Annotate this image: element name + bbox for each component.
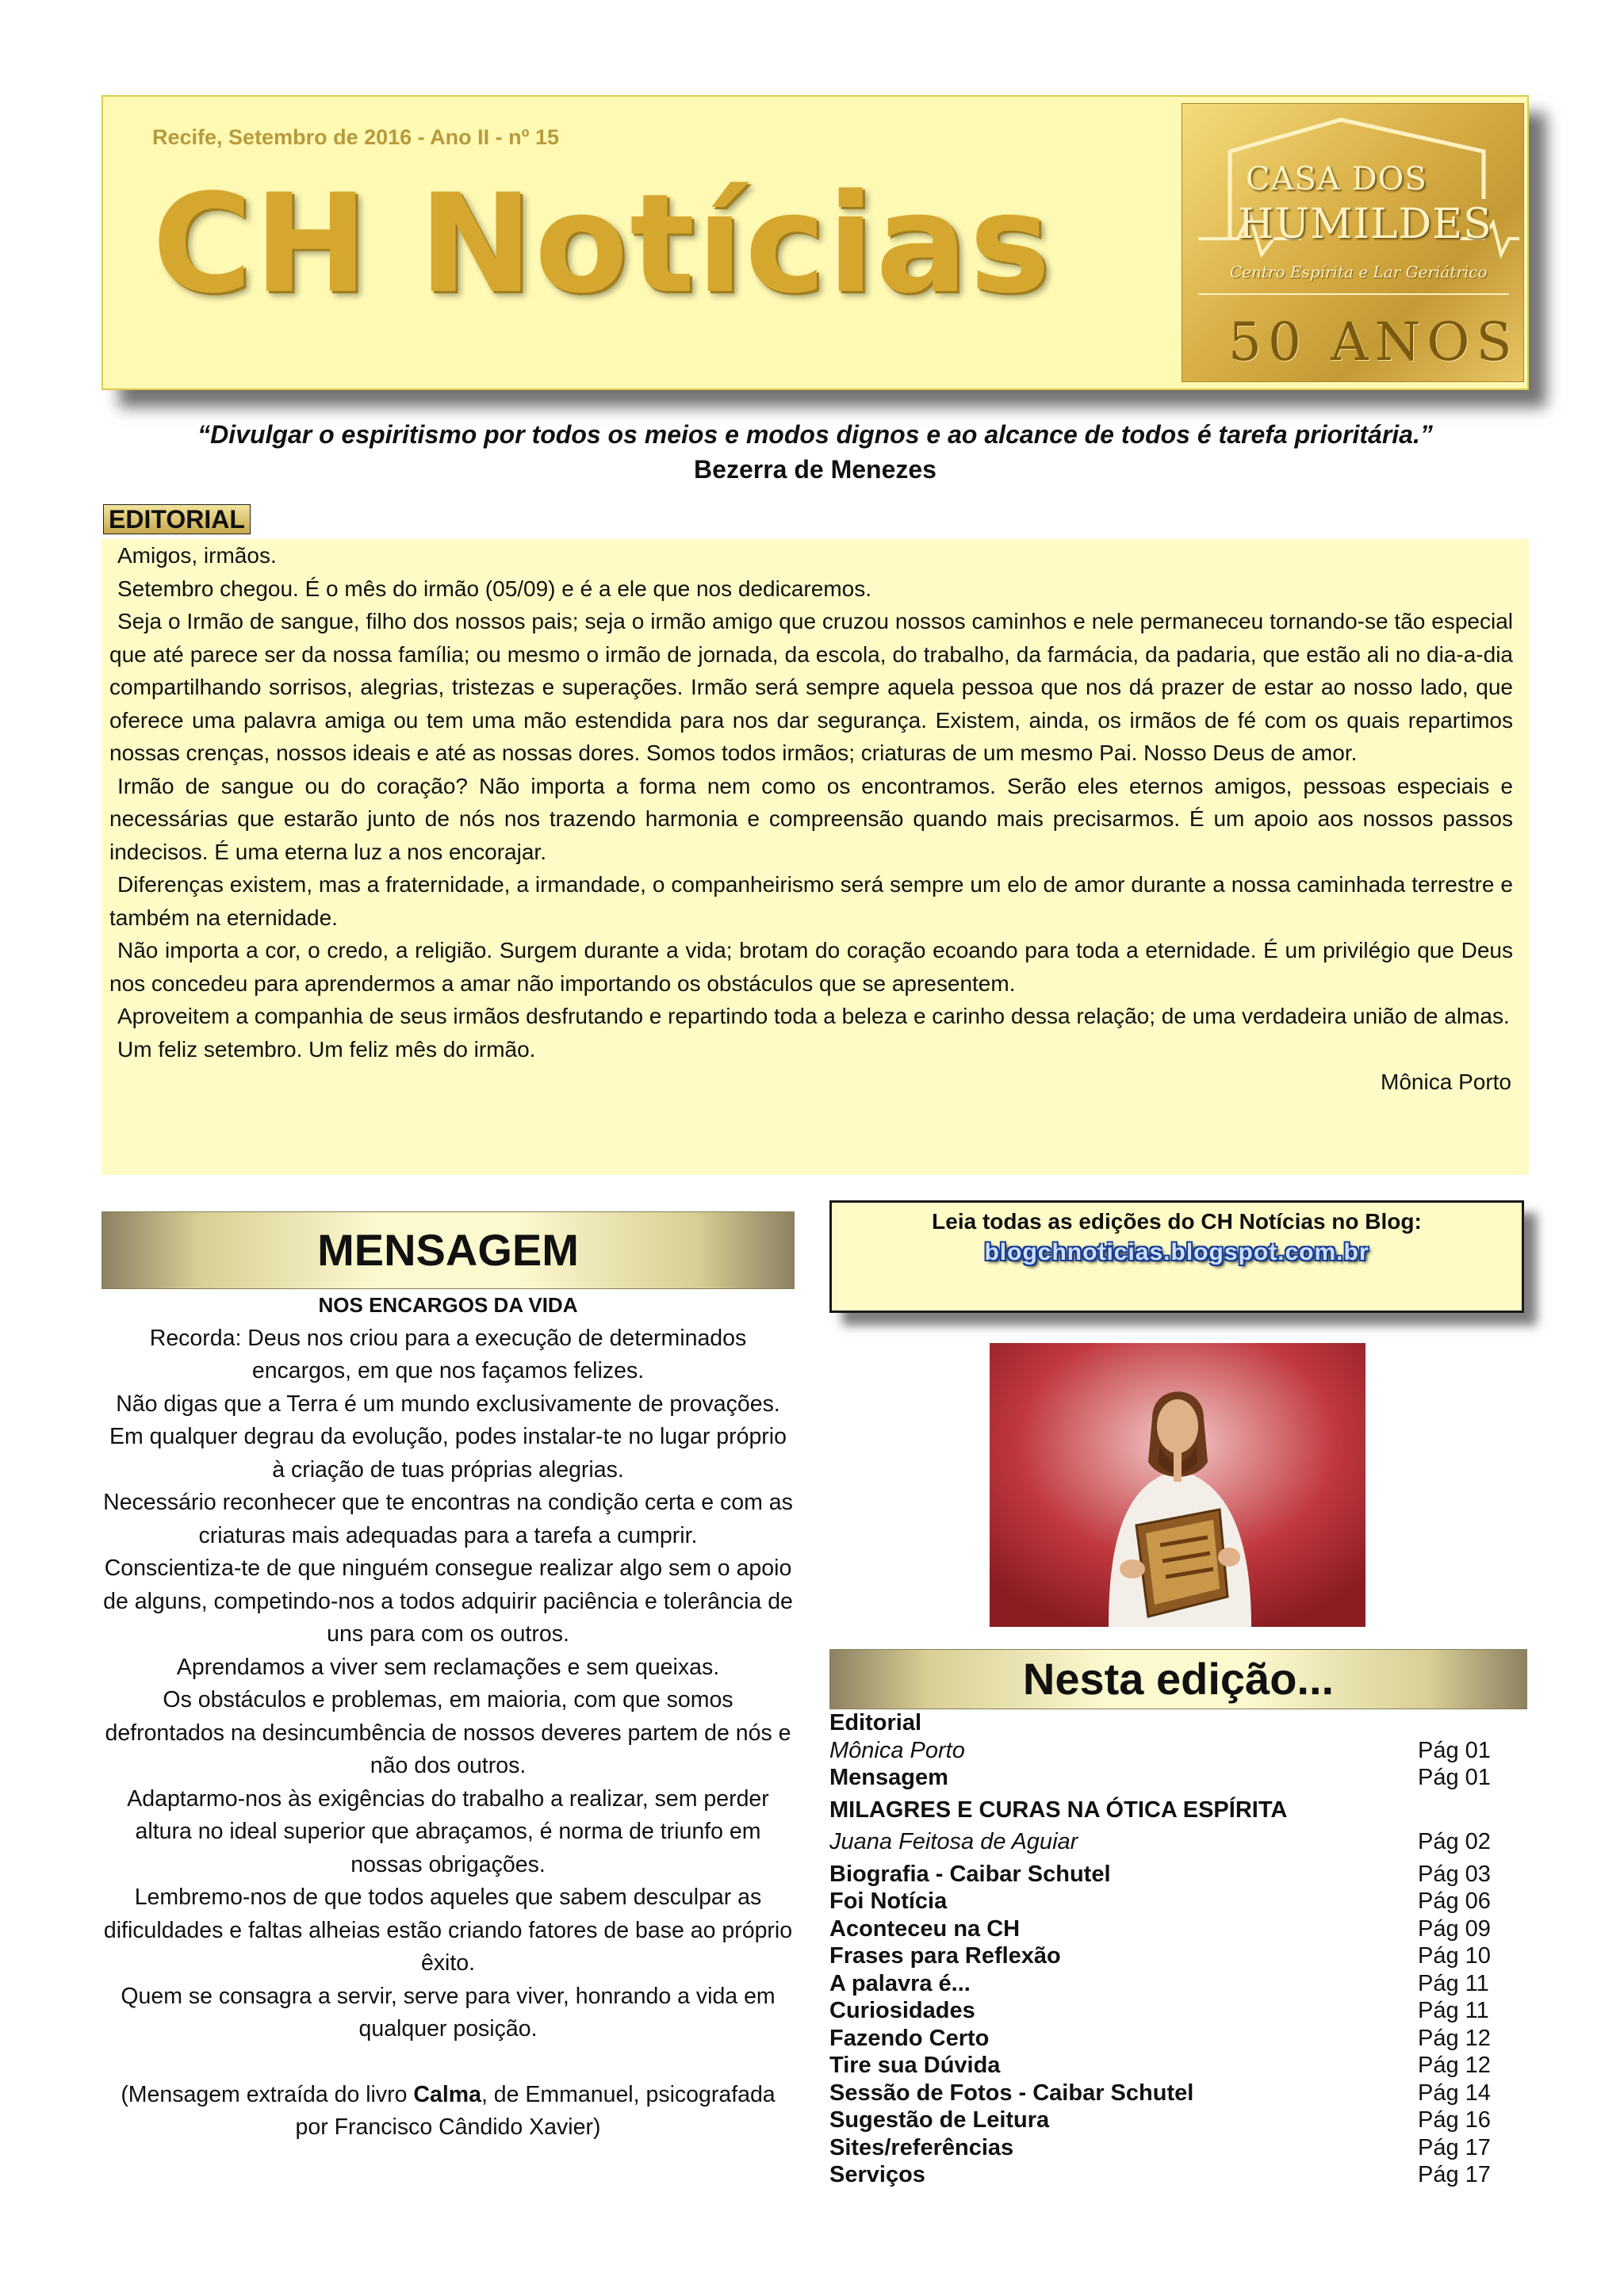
logo-text-humildes: HUMILDES (1238, 201, 1492, 248)
logo-text-50-anos: 50 ANOS (1228, 312, 1519, 373)
toc-entry-title: Sugestão de Leitura (829, 2107, 1050, 2133)
toc-entry-title: Mônica Porto (829, 1737, 965, 1763)
toc-row (829, 2080, 1492, 2107)
toc-entry-title: Aconteceu na CH (829, 1915, 1021, 1942)
toc-row (829, 1970, 1492, 1998)
toc-entry-page: Pág 12 (1418, 2025, 1491, 2051)
editorial-paragraph: Setembro chegou. É o mês do irmão (05/09) e é a ele que nos dedicaremos. (117, 576, 871, 601)
blog-link[interactable]: blogchnoticias.blogspot.com.br (984, 1239, 1369, 1265)
toc-entry-title: Sites/referências (829, 2134, 1014, 2160)
toc-entry-title: MILAGRES E CURAS NA ÓTICA ESPÍRITA (829, 1797, 1288, 1823)
mensagem-heading: MENSAGEM (102, 1211, 795, 1289)
mensagem-paragraph: Aprendamos a viver sem reclamações e sem queixas. (176, 1654, 720, 1680)
toc-entry-page: Pág 03 (1418, 1861, 1491, 1887)
toc-entry-page: Pág 01 (1418, 1765, 1491, 1790)
toc-row (829, 1764, 1492, 1792)
newspaper-title: CH Notícias (152, 164, 1052, 323)
toc-entry-title: Editorial (829, 1710, 922, 1735)
jesus-reading-illustration (990, 1343, 1365, 1627)
mensagem-paragraph: Necessário reconhecer que te encontras na condição certa e com as criaturas mais adequadas para a tarefa a cumprir. (103, 1490, 793, 1548)
logo-text-subtitle: Centro Espírita e Lar Geriátrico (1230, 262, 1488, 281)
toc-entry-title: A palavra é... (829, 1970, 971, 1996)
epigraph (102, 417, 1529, 487)
blog-callout-text: Leia todas as edições do CH Notícias no Blog: (932, 1209, 1422, 1234)
editorial-label: EDITORIAL (103, 504, 251, 534)
toc-entry-title: Juana Feitosa de Aguiar (829, 1829, 1078, 1854)
editorial-signature: Mônica Porto (1381, 1070, 1511, 1094)
toc-entry-page: Pág 10 (1418, 1943, 1491, 1969)
mensagem-paragraph: Quem se consagra a servir, serve para viver, honrando a vida em qualquer posição. (121, 1983, 776, 2042)
toc-entry-title: Serviços (829, 2162, 925, 2187)
casa-dos-humildes-logo (1182, 103, 1524, 382)
toc-row (829, 2052, 1492, 2080)
toc-row (829, 1737, 1492, 1765)
editorial-paragraph: Amigos, irmãos. (117, 543, 277, 568)
toc-row (829, 1888, 1492, 1915)
toc-entry-title: Curiosidades (829, 1998, 975, 2023)
toc-row (829, 2161, 1492, 2189)
mensagem-paragraph: Os obstáculos e problemas, em maioria, com que somos defrontados na desincumbência de nossos deveres partem de nós e não dos outros. (105, 1687, 791, 1778)
toc-entry-page: Pág 01 (1418, 1737, 1491, 1763)
toc-row (829, 1942, 1492, 1970)
editorial-paragraph: Diferenças existem, mas a fraternidade, a irmandade, o companheirismo será sempre um elo de amor durante a nossa caminhada terrestre e também na eternidade. (109, 872, 1513, 930)
toc-entry-title: Fazendo Certo (829, 2025, 990, 2051)
table-of-contents (829, 1709, 1492, 2189)
toc-entry-title: Sessão de Fotos - Caibar Schutel (829, 2080, 1194, 2106)
mensagem-paragraph: Conscientiza-te de que ninguém consegue realizar algo sem o apoio de alguns, competindo-nos a todos adquirir paciência e tolerância de uns para com os outros. (103, 1556, 793, 1647)
toc-row (829, 1861, 1492, 1888)
epigraph-text: “Divulgar o espiritismo por todos os meios e modos dignos e ao alcance de todos é tarefa prioritária.” (197, 420, 1433, 449)
mensagem-source (102, 2079, 795, 2145)
mensagem-paragraph: Não digas que a Terra é um mundo exclusivamente de provações. (116, 1391, 780, 1417)
mensagem-paragraph: Em qualquer degrau da evolução, podes instalar-te no lugar próprio à criação de tuas próprias alegrias. (109, 1424, 787, 1483)
toc-row (829, 1828, 1492, 1856)
mensagem-source-prefix: (Mensagem extraída do livro (121, 2081, 414, 2107)
toc-entry-page: Pág 17 (1418, 2134, 1491, 2160)
mensagem-title: NOS ENCARGOS DA VIDA (318, 1293, 578, 1317)
toc-entry-page: Pág 02 (1418, 1829, 1491, 1854)
mensagem-paragraph: Adaptarmo-nos às exigências do trabalho a realizar, sem perder altura no ideal superior que abraçamos, é norma de triunfo em nossas obrigações. (127, 1785, 769, 1877)
mensagem-paragraph: Lembremo-nos de que todos aqueles que sabem desculpar as dificuldades e faltas alheias estão criando fatores de base ao próprio êxito. (103, 1885, 793, 1976)
toc-entry-page: Pág 09 (1418, 1915, 1491, 1942)
toc-entry-title: Tire sua Dúvida (829, 2053, 1001, 2078)
toc-row (829, 1915, 1492, 1943)
toc-row (829, 1997, 1492, 2025)
logo-text-casa-dos: CASA DOS (1246, 161, 1427, 197)
editorial-paragraph: Aproveitem a companhia de seus irmãos desfrutando e repartindo toda a beleza e carinho dessa relação; de uma verdadeira união de almas. (117, 1004, 1510, 1028)
toc-entry-page: Pág 11 (1418, 1970, 1489, 1996)
toc-entry-page: Pág 11 (1418, 1998, 1489, 2023)
toc-row (829, 2107, 1492, 2134)
editorial-section (102, 539, 1529, 1175)
editorial-paragraph: Irmão de sangue ou do coração? Não importa a forma nem como os encontramos. Serão eles eternos amigos, pessoas especiais e necessárias que estarão junto de nós nos trazendo harmonia e compreensão quando mais precisarmos. É um apoio aos nossos passos indecisos. É uma eterna luz a nos encorajar. (109, 773, 1513, 864)
blog-callout (829, 1200, 1524, 1313)
toc-entry-page: Pág 14 (1418, 2080, 1491, 2106)
toc-row (829, 1709, 1492, 1737)
toc-entry-title: Foi Notícia (829, 1888, 948, 1914)
issue-line: Recife, Setembro de 2016 - Ano II - nº 15 (152, 125, 560, 149)
toc-row (829, 2134, 1492, 2162)
toc-entry-page: Pág 16 (1418, 2107, 1491, 2133)
epigraph-author: Bezerra de Menezes (694, 455, 936, 484)
masthead (102, 95, 1529, 390)
toc-entry-title: Frases para Reflexão (829, 1943, 1061, 1969)
editorial-paragraph: Não importa a cor, o credo, a religião. Surgem durante a vida; brotam do coração ecoando para toda a eternidade. É um privilégio que Deus nos concedeu para aprendermos a amar não importando os obstáculos que se apresentem. (109, 938, 1513, 996)
toc-entry-title: Biografia - Caibar Schutel (829, 1861, 1111, 1887)
toc-row (829, 1797, 1492, 1824)
toc-row (829, 2025, 1492, 2053)
mensagem-source-book: Calma (413, 2081, 481, 2107)
mensagem-source-suffix: , de Emmanuel, psicografada por Francisco Cândido Xavier) (295, 2081, 776, 2140)
editorial-paragraph: Um feliz setembro. Um feliz mês do irmão. (117, 1036, 536, 1062)
editorial-paragraph: Seja o Irmão de sangue, filho dos nossos pais; seja o irmão amigo que cruzou nossos caminhos e nele permaneceu tornando-se tão especial que até parece ser da nossa família; ou mesmo o irmão de jornada, da escola, do trabalho, da farmácia, da padaria, que estão ali no dia-a-dia compartilhando sorrisos, alegrias, tristezas e superações. Irmão será sempre aquela pessoa que nos dá prazer de estar ao nosso lado, que oferece uma palavra amiga ou tem uma mão estendida para nos dar segurança. Existem, ainda, os irmãos de fé com os quais repartimos nossas crenças, nossos ideais e até as nossas dores. Somos todos irmãos; criaturas de um mesmo Pai. Nosso Deus de amor. (109, 609, 1513, 765)
toc-entry-title: Mensagem (829, 1765, 948, 1790)
toc-entry-page: Pág 12 (1418, 2053, 1491, 2078)
mensagem-paragraph: Recorda: Deus nos criou para a execução de determinados encargos, em que nos façamos felizes. (149, 1325, 747, 1383)
toc-heading: Nesta edição... (829, 1649, 1527, 1709)
toc-entry-page: Pág 06 (1418, 1888, 1491, 1914)
mensagem-section (102, 1289, 795, 2145)
toc-entry-page: Pág 17 (1418, 2162, 1491, 2187)
